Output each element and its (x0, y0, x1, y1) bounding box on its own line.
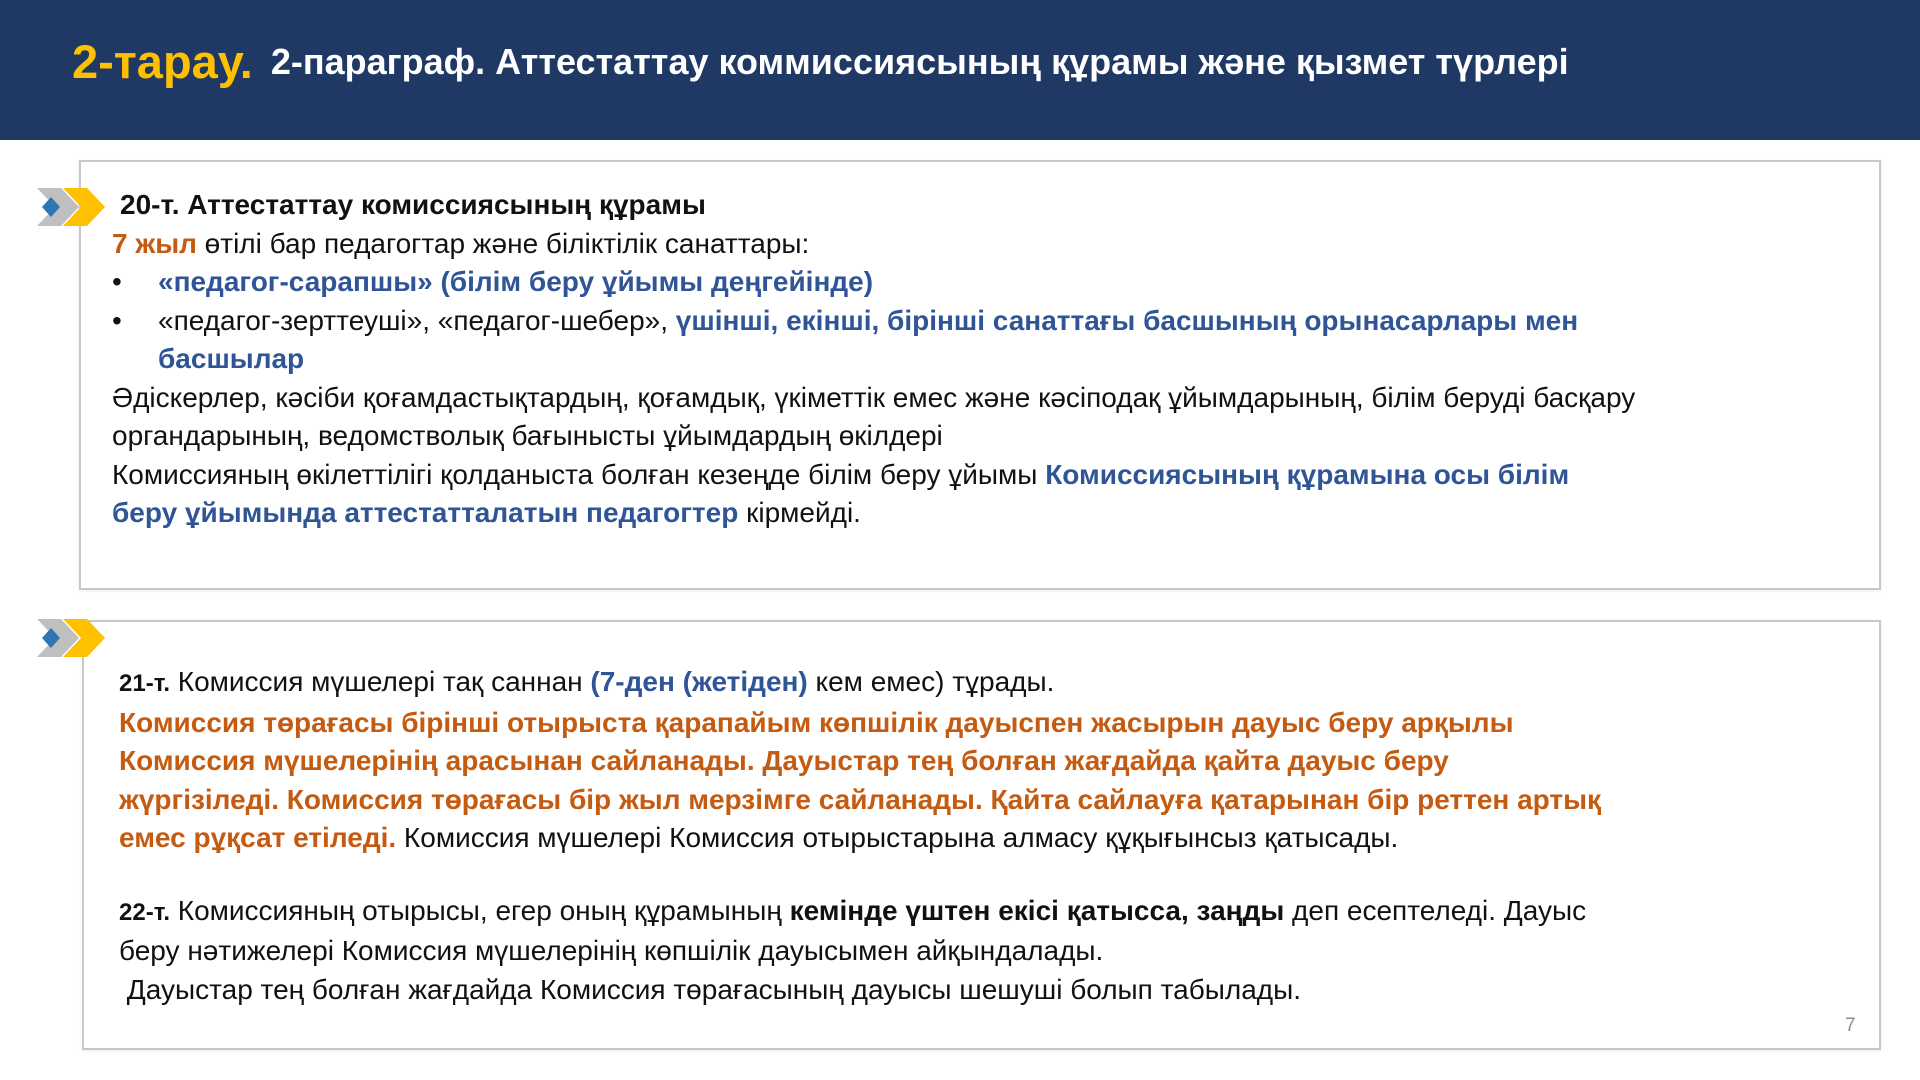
experience-line: 7 жыл өтілі бар педагогтар және біліктілік санаттары: (112, 227, 810, 259)
spacer (119, 858, 1859, 892)
paragraph-22: 22-т. Комиссияның отырысы, егер оның құрамының кемінде үштен екісі қатысса, заңды деп есептеледі. Дауыс (119, 894, 1587, 926)
paragraph-line: Комиссияның өкілеттілігі қолданыста болған кезеңде білім беру ұйымы Комиссиясының құрамына осы білім (112, 458, 1570, 490)
paragraph-line: беру ұйымында аттестатталатын педагогтер кірмейді. (112, 497, 861, 528)
bullet-icon: • (112, 304, 122, 336)
orange-line: жүргізіледі. Комиссия төрағасы бір жыл мерзімге сайланады. Қайта сайлауға қатарынан бір реттен артық (119, 783, 1602, 815)
section-20-content (112, 186, 1872, 533)
bullet-item: • «педагог-зерттеуші», «педагог-шебер», үшінші, екінші, бірінші санаттағы басшының орынасарлары мен (112, 302, 1872, 341)
bullet-continuation: басшылар (158, 343, 305, 374)
section-heading: 20-т. Аттестаттау комиссиясының құрамы (120, 189, 706, 220)
paragraph-line: Дауыстар тең болған жағдайда Комиссия төрағасының дауысы шешуші болып табылады. (119, 973, 1302, 1005)
paragraph-line: Әдіскерлер, кәсіби қоғамдастықтардың, қоғамдық, үкіметтік емес және кәсіподақ ұйымдарының, білім беруді басқару (112, 381, 1636, 413)
paragraph-line: беру нәтижелері Комиссия мүшелерінің көпшілік дауысымен айқындалады. (119, 935, 1104, 966)
section-21-22-content (119, 663, 1859, 1009)
orange-line: Комиссия мүшелерінің арасынан сайланады. Дауыстар тең болған жағдайда қайта дауыс беру (119, 745, 1449, 776)
header-title-row (72, 34, 1569, 89)
chevron-arrows-icon (37, 615, 107, 661)
slide-title: 2-параграф. Аттестаттау коммиссиясының құрамы және қызмет түрлері (270, 40, 1569, 82)
paragraph-21: 21-т. Комиссия мүшелері тақ саннан (7-ден (жетіден) кем емес) тұрады. (119, 666, 1055, 697)
orange-line: Комиссия төрағасы бірінші отырыста қарапайым көпшілік дауыспен жасырын дауыс беру арқылы (119, 706, 1514, 738)
slide-header (0, 0, 1920, 140)
chapter-label: 2-тарау. (72, 35, 253, 88)
bullet-item: • «педагог-сарапшы» (білім беру ұйымы деңгейінде) (112, 263, 1872, 302)
paragraph-line: органдарының, ведомстволық бағынысты ұйымдардың өкілдері (112, 420, 943, 451)
page-number: 7 (1845, 1015, 1856, 1036)
paragraph-number: 22-т. (119, 898, 170, 926)
paragraph-number: 21-т. (119, 670, 170, 697)
experience-highlight: 7 жыл (112, 227, 197, 259)
paragraph-line: емес рұқсат етіледі. Комиссия мүшелері Комиссия отырыстарына алмасу құқығынсыз қатысады. (119, 822, 1399, 853)
chevron-arrows-icon (37, 184, 107, 230)
bullet-icon: • (112, 266, 122, 297)
